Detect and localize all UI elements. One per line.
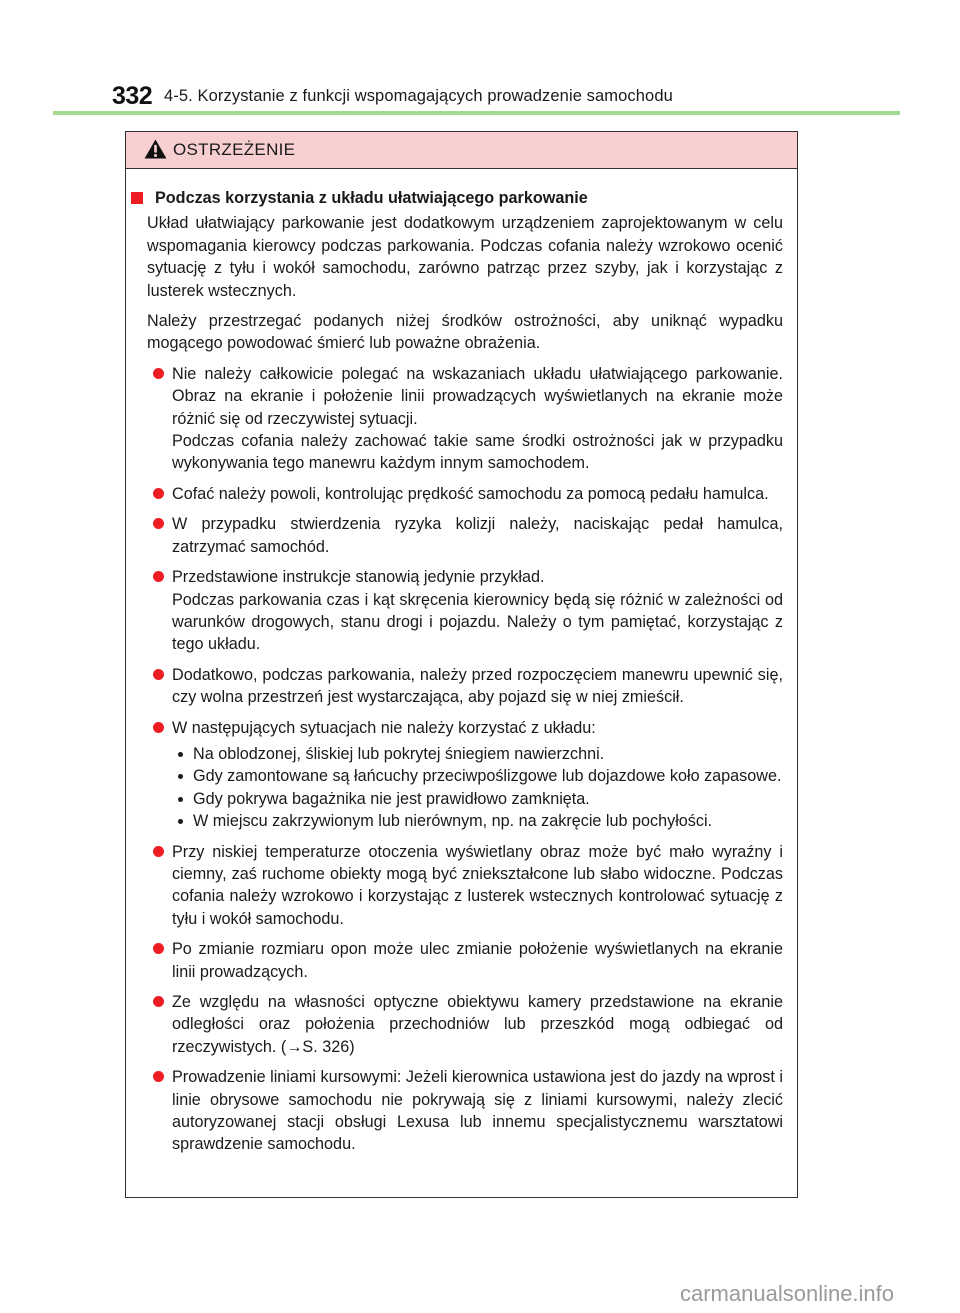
bullet-text: W przypadku stwierdzenia ryzyka kolizji należy, naciskając pedał hamulca, zatrzymać samochód. bbox=[172, 515, 783, 556]
bullet-item bbox=[126, 938, 783, 983]
red-square-icon bbox=[131, 192, 143, 204]
page-number: 332 bbox=[112, 82, 153, 110]
bullet-text: Podczas parkowania czas i kąt skręcenia kierownicy będą się różnić w zależności od warunków drogowych, stanu drogi i pojazdu. Należy o tym pamiętać, korzystając z tego układu. bbox=[172, 590, 783, 654]
bullet-item bbox=[126, 664, 783, 709]
bullet-text: Cofać należy powoli, kontrolując prędkość samochodu za pomocą pedału hamulca. bbox=[172, 484, 769, 503]
bullet-item bbox=[126, 841, 783, 931]
red-bullet-icon bbox=[153, 669, 164, 680]
red-bullet-icon bbox=[153, 996, 164, 1007]
bullet-text: Podczas cofania należy zachować takie same środki ostrożności jak w przypadku wykonywania tego manewru każdym innym samochodem. bbox=[172, 432, 783, 473]
bullet-text: Dodatkowo, podczas parkowania, należy przed rozpoczęciem manewru upewnić się, czy wolna przestrzeń jest wystarczająca, aby pojazd się w niej zmieścił. bbox=[172, 665, 783, 707]
warning-title: OSTRZEŻENIE bbox=[173, 140, 296, 159]
bullet-item bbox=[126, 566, 783, 656]
red-bullet-icon bbox=[153, 571, 164, 582]
bullet-item bbox=[126, 991, 783, 1058]
small-bullet-icon bbox=[178, 819, 183, 824]
red-bullet-icon bbox=[153, 488, 164, 499]
red-bullet-icon bbox=[153, 722, 164, 733]
running-title: 4-5. Korzystanie z funkcji wspomagających prowadzenie samochodu bbox=[164, 87, 673, 105]
watermark-link[interactable]: carmanualsonline.info bbox=[680, 1281, 895, 1306]
header-rule bbox=[53, 111, 900, 115]
sub-list bbox=[172, 743, 783, 833]
sub-item-text: Gdy zamontowane są łańcuchy przeciwpoślizgowe lub dojazdowe koło zapasowe. bbox=[193, 767, 782, 786]
sub-item-text: Gdy pokrywa bagażnika nie jest prawidłowo zamknięta. bbox=[193, 789, 590, 808]
warning-header bbox=[126, 132, 797, 169]
intro-paragraph: Układ ułatwiający parkowanie jest dodatkowym urządzeniem zaprojektowanym w celu wspomagania kierowcy podczas parkowania. Podczas cofania należy wzrokowo ocenić sytuację z tyłu i wokół samochodu, zarówno patrząc przez szyby, jak i korzystając z lusterek wstecznych. bbox=[147, 214, 783, 300]
sub-item-text: Na oblodzonej, śliskiej lub pokrytej śniegiem nawierzchni. bbox=[193, 744, 605, 763]
sub-list-item bbox=[172, 765, 783, 787]
bullet-item bbox=[126, 717, 783, 833]
sub-list-item bbox=[172, 788, 783, 810]
small-bullet-icon bbox=[178, 752, 183, 757]
bullet-item bbox=[126, 513, 783, 558]
bullet-text: W następujących sytuacjach nie należy korzystać z układu: bbox=[172, 718, 596, 737]
section-title bbox=[126, 187, 783, 209]
section-title-text: Podczas korzystania z układu ułatwiającego parkowanie bbox=[155, 189, 588, 207]
small-bullet-icon bbox=[178, 774, 183, 779]
sub-list-item bbox=[172, 743, 783, 765]
bullet-item bbox=[126, 363, 783, 475]
red-bullet-icon bbox=[153, 846, 164, 857]
red-bullet-icon bbox=[153, 943, 164, 954]
bullet-text: Przedstawione instrukcje stanowią jedynie przykład. bbox=[172, 568, 545, 587]
bullet-text: Nie należy całkowicie polegać na wskazaniach układu ułatwiającego parkowanie. Obraz na ekranie i położenie linii prowadzących wyświetlanych na ekranie może różnić się od rzeczywistej sytuacji. bbox=[172, 364, 783, 428]
bullet-item bbox=[126, 1066, 783, 1156]
red-bullet-icon bbox=[153, 518, 164, 529]
warning-triangle-icon bbox=[144, 139, 167, 159]
sub-item-text: W miejscu zakrzywionym lub nierównym, np. na zakręcie lub pochyłości. bbox=[193, 812, 713, 831]
red-bullet-icon bbox=[153, 1071, 164, 1082]
sub-list-item bbox=[172, 810, 783, 832]
bullet-text: Przy niskiej temperaturze otoczenia wyświetlany obraz może być mało wyraźny i ciemny, zaś ruchome obiekty mogą być zniekształcone lub słabo widoczne. Podczas cofania należy wzrokowo i korzystając z lusterek wstecznych kontrolować sytuację z tyłu i wokół samochodu. bbox=[172, 842, 783, 928]
bullet-text: Ze względu na własności optyczne obiektywu kamery przedstawione na ekranie odległości oraz położenia przechodniów lub przeszkód mogą odbiegać od rzeczywistych. (→S. 326) bbox=[172, 993, 783, 1056]
bullet-item bbox=[126, 483, 783, 505]
small-bullet-icon bbox=[178, 797, 183, 802]
red-bullet-icon bbox=[153, 368, 164, 379]
intro-paragraph: Należy przestrzegać podanych niżej środków ostrożności, aby uniknąć wypadku mogącego powodować śmierć lub poważne obrażenia. bbox=[147, 312, 783, 353]
bullet-text: Po zmianie rozmiaru opon może ulec zmianie położenie wyświetlanych na ekranie linii prowadzących. bbox=[172, 940, 783, 981]
warning-box bbox=[125, 131, 798, 1198]
bullet-text: Prowadzenie liniami kursowymi: Jeżeli kierownica ustawiona jest do jazdy na wprost i linie obrysowe samochodu nie pokrywają się z liniami kursowymi, należy zlecić autoryzowanej stacji obsługi Lexusa lub innemu specjalistycznemu warsztatowi sprawdzenie samochodu. bbox=[172, 1068, 783, 1154]
warning-content bbox=[126, 169, 797, 1156]
